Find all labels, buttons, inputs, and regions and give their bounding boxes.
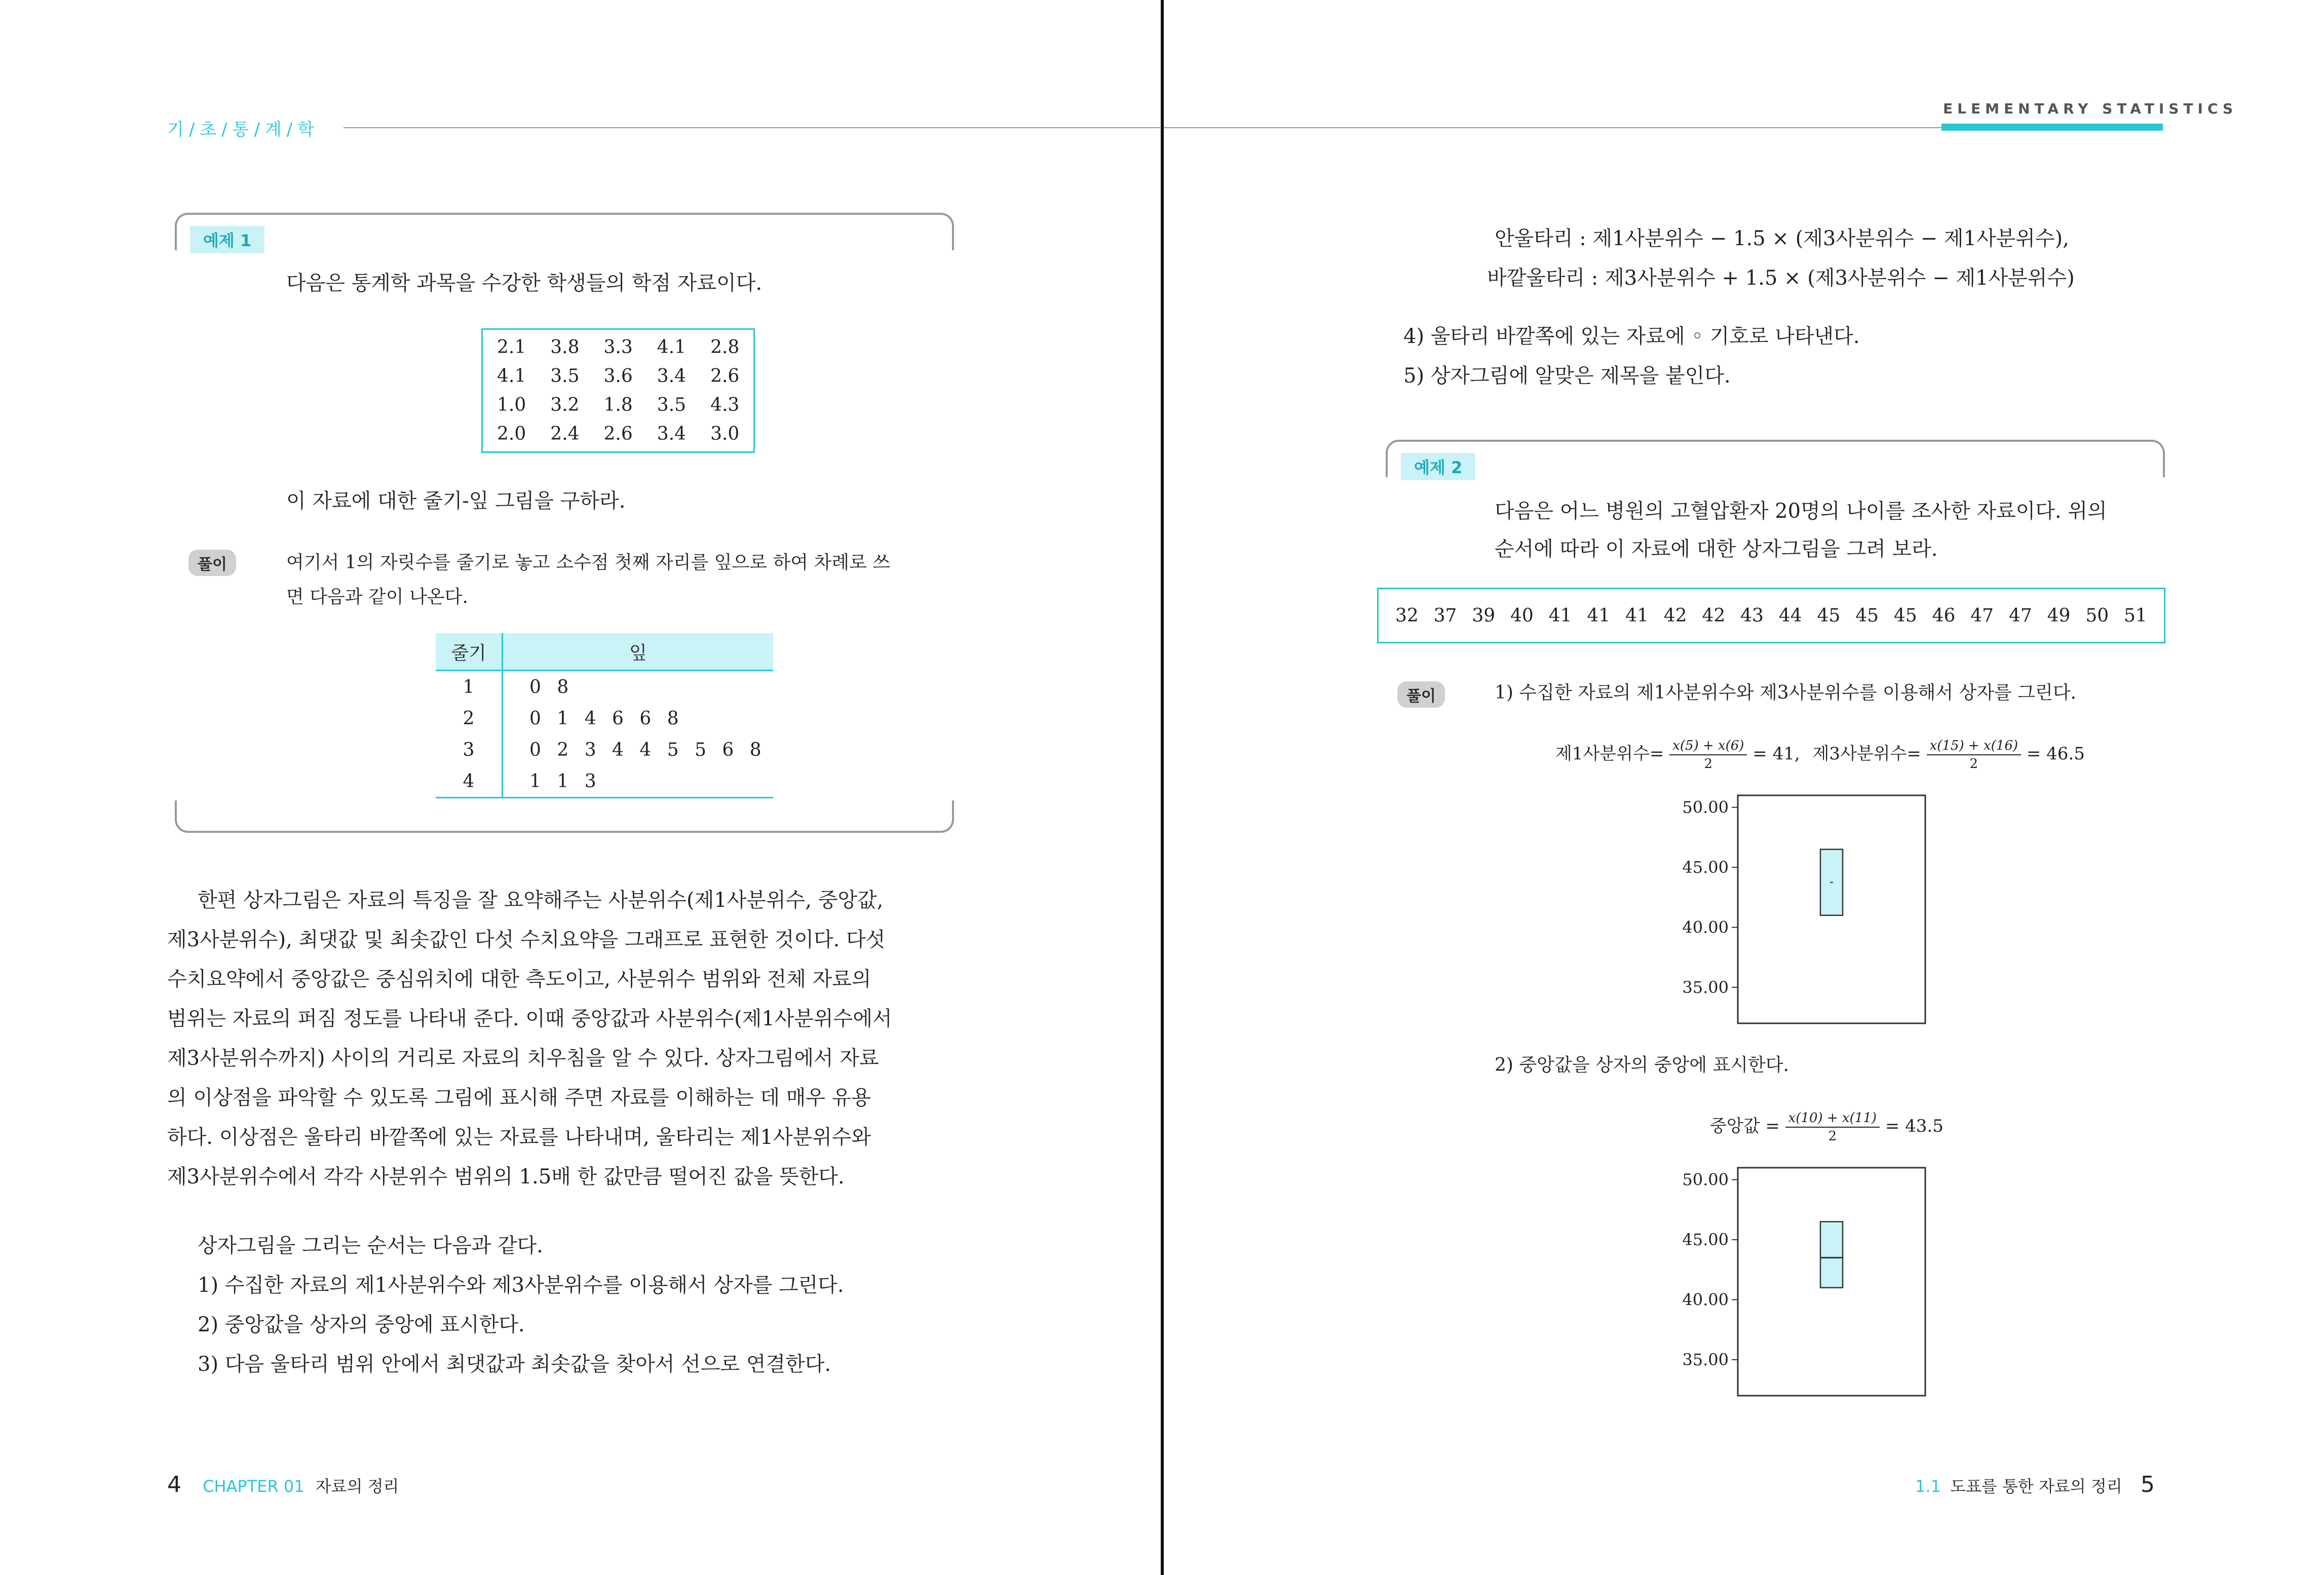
solution1-line1: 여기서 1의 자릿수를 줄기로 놓고 소수점 첫째 자리를 잎으로 하여 차례로 쓰 [286,552,891,573]
stem-cell: 2 [436,703,503,734]
age-value: 42 [1702,605,1726,626]
age-value: 47 [1970,605,1994,626]
y-tick-label: 35.00 [1682,1350,1729,1369]
body-line: 수치요약에서 중앙값은 중심위치에 대한 측도이고, 사분위수 범위와 전체 자료의 [167,968,871,991]
solution1-line2: 면 다음과 같이 나온다. [286,587,468,607]
leaf-cell: 0 2 3 4 4 5 5 6 8 [529,739,761,760]
stem-cell: 3 [436,734,503,765]
grade-cell: 2.6 [710,366,740,387]
stem-header: 줄기 [436,633,503,671]
body-line: 범위는 자료의 퍼짐 정도를 나타내 준다. 이때 중앙값과 사분위수(제1사분위수에서 [167,1007,892,1030]
median-numerator: x(10) + x(11) [1785,1109,1880,1128]
stem-cell: 1 [436,671,503,703]
page-spine [1161,0,1164,1575]
grade-row [485,391,751,419]
example1-question: 이 자료에 대한 줄기-잎 그림을 구하라. [286,489,626,513]
grade-cell: 3.5 [550,366,580,387]
y-tick-label: 50.00 [1682,1170,1729,1189]
grade-row [485,362,751,391]
solution-badge-1: 풀이 [188,550,236,576]
outer-fence: 바깥울타리 : 제3사분위수 + 1.5 × (제3사분위수 − 제1사분위수) [1487,266,2075,290]
grade-cell: 4.3 [710,395,740,415]
q3-fraction [1927,737,2021,773]
step-item: 5) 상자그림에 알맞은 제목을 붙인다. [1403,364,1731,388]
grade-cell: 2.6 [603,424,633,444]
grade-cell: 3.2 [550,395,580,415]
median-denominator: 2 [1828,1129,1837,1144]
footer-left [167,1472,399,1497]
age-value: 51 [2124,605,2147,626]
footer-right [1915,1472,2155,1497]
grade-row [485,333,751,362]
y-tick-label: 35.00 [1682,977,1729,997]
y-tick-label: 45.00 [1682,858,1729,877]
steps-intro: 상자그림을 그리는 순서는 다음과 같다. [198,1234,543,1257]
step-item: 4) 울타리 바깥쪽에 있는 자료에 ◦ 기호로 나타낸다. [1403,325,1860,348]
stem-leaf-row [436,703,773,734]
example2-step2: 2) 중앙값을 상자의 중앙에 표시한다. [1495,1055,1789,1075]
iqr-box [1820,1222,1843,1288]
step-item: 2) 중앙값을 상자의 중앙에 표시한다. [198,1313,525,1336]
grade-cell: 3.5 [657,395,687,415]
q3-label: 제3사분위수= [1812,744,1921,764]
y-tick-label: 40.00 [1682,1290,1729,1310]
stem-table-bottom-rule [436,797,773,798]
leaf-header: 잎 [503,633,774,671]
leaf-cell: 0 8 [529,676,569,698]
step-item: 3) 다음 울타리 범위 안에서 최댓값과 최솟값을 찾아서 선으로 연결한다. [198,1353,831,1376]
age-value: 46 [1932,605,1956,626]
example1-frame-bottom [175,800,954,833]
stem-leaf-row [436,671,773,703]
age-value: 45 [1855,605,1879,626]
stem-cell: 4 [436,765,503,797]
q3-denominator: 2 [1969,756,1978,772]
running-header-right: ELEMENTARY STATISTICS [1943,100,2238,117]
boxplot-2 [1672,1163,1976,1401]
stem-leaf-plot [436,633,773,798]
header-rule-left [344,127,1161,128]
body-line: 제3사분위수), 최댓값 및 최솟값인 다섯 수치요약을 그래프로 표현한 것이다. 다섯 [167,928,886,951]
q1-numerator: x(5) + x(6) [1669,737,1747,755]
body-line: 한편 상자그림은 자료의 특징을 잘 요약해주는 사분위수(제1사분위수, 중앙값, [198,889,884,912]
grade-cell: 1.0 [497,395,526,415]
example2-badge: 예제 2 [1401,453,1475,480]
age-value: 41 [1587,605,1611,626]
inner-fence: 안울타리 : 제1사분위수 − 1.5 × (제3사분위수 − 제1사분위수), [1495,227,2069,250]
q1-result: = 41, [1752,744,1800,764]
y-tick-label: 40.00 [1682,917,1729,937]
grade-cell: 4.1 [657,337,687,358]
q1-label: 제1사분위수= [1555,744,1664,764]
quartile-formula [1555,737,2085,773]
grade-cell: 4.1 [497,366,526,387]
q1-denominator: 2 [1704,756,1713,772]
leaf-cell: 0 1 4 6 6 8 [529,708,679,729]
solution-badge-2: 풀이 [1397,681,1445,708]
grade-cell: 3.4 [657,366,687,387]
age-value: 50 [2085,605,2109,626]
boxplot-1 [1672,790,1976,1028]
example1-intro: 다음은 통계학 과목을 수강한 학생들의 학점 자료이다. [286,272,763,295]
age-value: 42 [1663,605,1687,626]
header-accent-bar [1941,124,2163,131]
right-section-title: 도표를 통한 자료의 정리 [1950,1477,2122,1496]
body-line: 하다. 이상점은 울타리 바깥쪽에 있는 자료를 나타내며, 울타리는 제1사분위수와 [167,1126,871,1149]
example2-intro-line1: 다음은 어느 병원의 고혈압환자 20명의 나이를 조사한 자료이다. 위의 [1495,500,2107,523]
median-result: = 43.5 [1885,1116,1944,1136]
example1-frame-top [175,213,954,250]
grade-cell: 2.8 [710,337,740,358]
age-value: 32 [1395,605,1419,626]
grade-cell: 3.8 [550,337,580,358]
median-formula [1710,1109,1944,1145]
age-value: 47 [2008,605,2032,626]
q3-numerator: x(15) + x(16) [1927,737,2021,755]
y-tick-label: 45.00 [1682,1230,1729,1250]
q3-result: = 46.5 [2026,744,2085,764]
left-chapter-title: 자료의 정리 [315,1477,399,1496]
body-line: 제3사분위수에서 각각 사분위수 범위의 1.5배 한 값만큼 떨어진 값을 뜻한다. [167,1165,845,1188]
grade-cell: 3.4 [657,424,687,444]
age-value: 45 [1817,605,1841,626]
example2-frame-top [1386,440,2165,477]
left-page-number: 4 [167,1472,181,1497]
grade-cell: 2.4 [550,424,580,444]
running-header-left: 기/초/통/계/학 [167,120,320,140]
grade-cell: 1.8 [603,395,633,415]
grade-cell: 3.0 [710,424,740,444]
median-label: 중앙값 = [1710,1116,1780,1136]
age-value: 49 [2047,605,2071,626]
age-value: 45 [1893,605,1917,626]
ages-data-box [1377,588,2165,643]
stem-leaf-row [436,765,773,797]
age-value: 37 [1433,605,1457,626]
grade-table [485,333,751,448]
step-item: 1) 수집한 자료의 제1사분위수와 제3사분위수를 이용해서 상자를 그린다. [198,1274,844,1297]
example2-step1: 1) 수집한 자료의 제1사분위수와 제3사분위수를 이용해서 상자를 그린다. [1495,682,2077,703]
example1-badge: 예제 1 [190,226,264,253]
grade-cell: 2.1 [497,337,526,358]
left-chapter: CHAPTER 01 [203,1477,304,1496]
grade-row [485,419,751,448]
age-value: 39 [1472,605,1496,626]
leaf-cell: 1 1 3 [529,771,596,792]
steps-list [198,1265,844,1384]
right-page-number: 5 [2140,1472,2155,1497]
body-paragraph [167,880,958,1197]
stem-leaf-row [436,734,773,765]
age-value: 41 [1548,605,1572,626]
grade-table-box [481,328,755,453]
grade-cell: 2.0 [497,424,526,444]
right-section: 1.1 [1915,1477,1941,1496]
grade-cell: 3.6 [603,366,633,387]
age-value: 44 [1778,605,1802,626]
age-value: 43 [1740,605,1764,626]
y-tick-label: 50.00 [1682,797,1729,817]
body-line: 의 이상점을 파악할 수 있도록 그림에 표시해 주면 자료를 이해하는 데 매우 유용 [167,1086,871,1109]
steps-continued [1403,317,1860,396]
stem-leaf-table [436,633,773,797]
q1-fraction [1669,737,1747,773]
age-value: 40 [1510,605,1534,626]
median-fraction [1785,1109,1880,1145]
age-value: 41 [1625,605,1649,626]
example2-intro-line2: 순서에 따라 이 자료에 대한 상자그림을 그려 보라. [1495,537,1938,561]
body-line: 제3사분위수까지) 사이의 거리로 자료의 치우침을 알 수 있다. 상자그림에서 자료 [167,1047,879,1070]
grade-cell: 3.3 [603,337,633,358]
